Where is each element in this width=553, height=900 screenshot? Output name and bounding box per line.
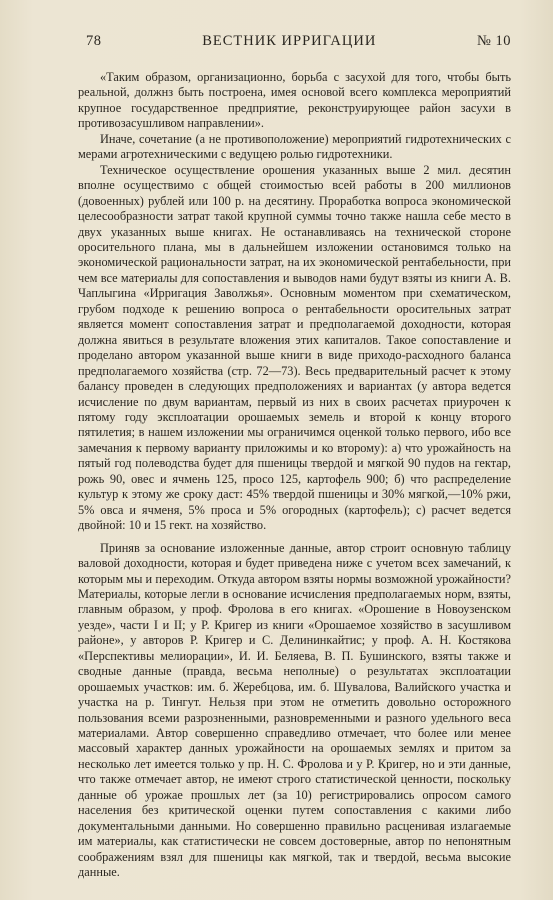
issue-number: № 10 bbox=[477, 33, 511, 49]
paragraph-quote: «Таким образом, организационно, борьба с засухой для того, чтобы быть реальной, должнз быть построена, имея основой всего комплекса мероприятий крупное государственное предприятие, реконструирующее район засухи в противозасушливом направлении». bbox=[78, 70, 511, 131]
article-body bbox=[78, 70, 511, 881]
paragraph-analysis: Приняв за основание изложенные данные, автор строит основную таблицу валовой доходности, которая и будет приведена ниже с учетом всех замечаний, к которым мы и переходим. Откуда автором взяты нормы возможной урожайности? Материалы, которые легли в основание исчисления предполагаемых норм, взяты, главным образом, у проф. Фролова в его книгах. «Орошение в Новоузенском уезде», части I и II; у Р. Кригер из книги «Орошаемое хозяйство в засушливом районе», у авторов Р. Кригер и С. Делининкайтис; у проф. А. Н. Костякова «Перспективы мелиорации», И. И. Беляева, В. П. Бушинского, взяты также и сводные данные (правда, весьма неполные) о результатах эксплоатации орошаемых участков: им. б. Жеребцова, им. б. Шувалова, Валийского участка и участка на р. Тингут. Нельзя при этом не отметить довольно осторожного пользования всеми разрозненными, разновременными и разного удельного веса материалами. Автор совершенно справедливо отмечает, что более или менее массовый характер данных урожайности на орошаемых землях и притом за несколько лет имеется только у пр. Н. С. Фролова и у Р. Кригер, но и эти данные, что также отмечает автор, не имеют строго статистической ценности, поскольку данные об урожае прошлых лет (за 10) регистрировались опросом самого населения без критической оценки путем сопоставления с какими либо документальными данными. Но совершенно правильно расценивая излагаемые им материалы, как статистически не совсем достоверные, автор по непонятным соображениям взял для пшеницы как мягкой, так и твердой, весьма высокие данные. bbox=[78, 540, 511, 880]
paragraph-conclusion: Иначе, сочетание (а не противоположение) мероприятий гидротехнических с мерами агротехническими с ведущею ролью гидротехники. bbox=[78, 131, 511, 162]
running-header bbox=[86, 33, 511, 50]
paragraph-technical: Техническое осуществление орошения указанных выше 2 мил. десятин вполне осуществимо с общей стоимостью всей работы в 200 миллионов (довоенных) рублей или 100 р. на десятину. Проработка вопроса экономической целесообразности затрат такой крупной суммы точно также нашла себе место в двух указанных выше книгах. Не останавливаясь на технической стороне оросительного плана, мы в дальнейшем изложении остановимся только на экономической рациональности затрат, на их экономической рентабельности, при чем все материалы для сопоставления и выводов нами будут взяты из книги А. В. Чаплыгина «Ирригация Заволжья». Основным моментом при схематическом, грубом подходе к решению вопроса о рентабельности оросительных затрат является момент сопоставления затрат и предполагаемой доходности, которая должна явиться в результате вложения этих капиталов. Такое сопоставление и проделано автором указанной выше книги в виде приходо-расходного баланса предполагаемого хозяйства (стр. 72—73). Весь предварительный расчет к этому балансу проведен в следующих предположениях и вариантах (у автора ведется исчисление по двум вариантам, первый из них в своих расчетах приурочен к пятому году эксплоатации орошаемых земель и второй к концу второго пятилетия; в нашем изложении мы ограничимся оценкой только первого, ибо все замечания к первому варианту приложимы и ко второму): а) что урожайность на пятый год полеводства будет для пшеницы твердой и мягкой 90 пудов на гектар, рожь 90, овес и ячмень 125, просо 125, картофель 900; б) что распределение культур к этому же сроку даст: 45% твердой пшеницы и 30% мягкой,—10% ржи, 5% овса и ячменя, 5% проса и 5% огородных (картофель); с) расчет ведется двойной: 10 и 15 гект. на хозяйство. bbox=[78, 162, 511, 533]
journal-title: ВЕСТНИК ИРРИГАЦИИ bbox=[202, 33, 377, 49]
page-number: 78 bbox=[86, 33, 102, 49]
